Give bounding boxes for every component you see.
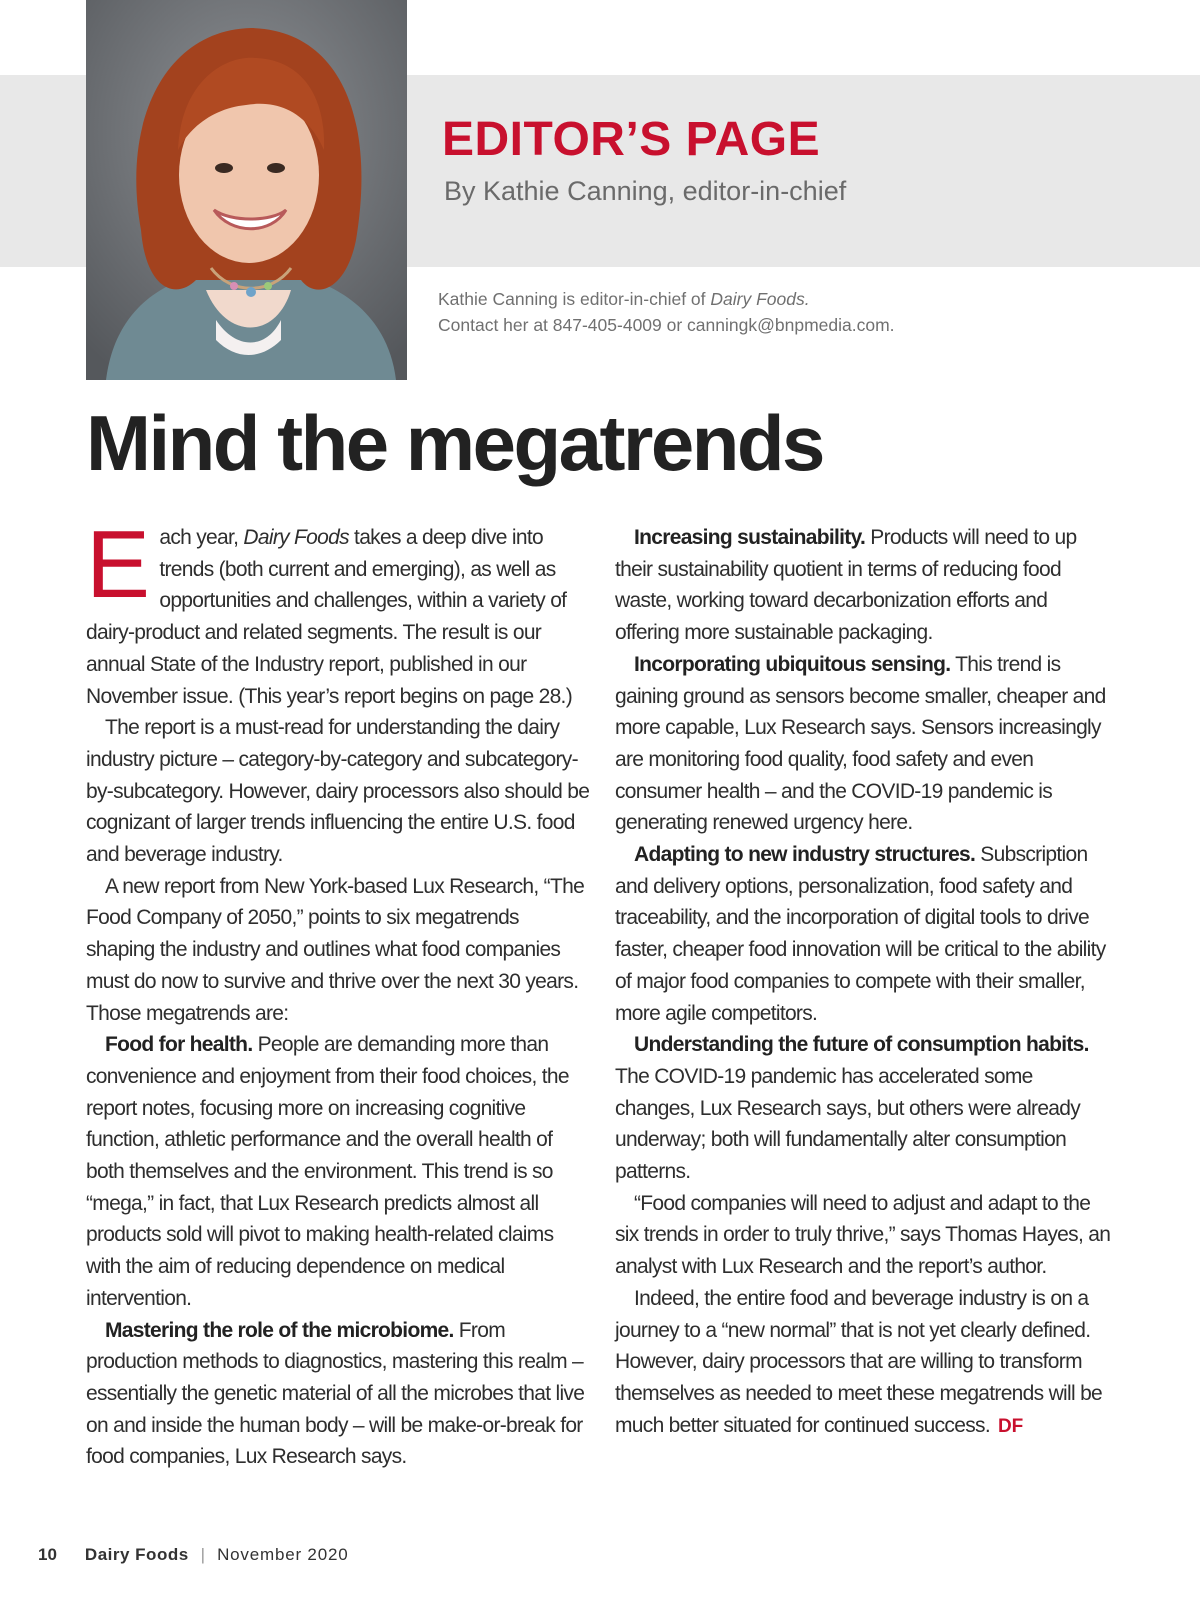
paragraph-text: takes a deep dive into trends (both current and emerging), as well as opportunities and challenges, within a variety of dairy-product and related segments. The result is our annual State of the Industry report, published in our November issue. (This year’s report begins on page 28.) <box>86 526 572 708</box>
paragraph-text: This trend is gaining ground as sensors become smaller, cheaper and more capable, Lux Research says. Sensors increasingly are monitoring food quality, food safety and even consumer health – and the COVID-19 pandemic is generating renewed urgency here. <box>615 652 1106 835</box>
paragraph: A new report from New York-based Lux Research, “The Food Company of 2050,” points to six megatrends shaping the industry and outlines what food companies must do now to survive and thrive over the next 30 years. Those megatrends are: <box>86 874 585 1025</box>
paragraph <box>615 649 1115 839</box>
editor-photo <box>86 0 407 380</box>
paragraph-text: From production methods to diagnostics, mastering this realm – essentially the genetic material of all the microbes that live on and inside the human body – will be make-or-break for food companies, Lux Research says. <box>86 1318 585 1469</box>
paragraph <box>86 511 591 712</box>
editor-note-line-1 <box>438 286 895 312</box>
article-headline: Mind the megatrends <box>86 399 823 487</box>
magazine-name-italic: Dairy Foods. <box>710 289 810 309</box>
paragraph: “Food companies will need to adjust and adapt to the six trends in order to truly thrive,” says Thomas Hayes, an analyst with Lux Research and the report’s author. <box>615 1191 1111 1279</box>
paragraph-text: People are demanding more than convenience and enjoyment from their food choices, the report notes, focusing more on increasing cognitive function, athletic performance and the overall health of both themselves and the environment. This trend is so “mega,” in fact, that Lux Research predicts almost all products sold will pivot to making health-related claims with the aim of reducing dependence on medical intervention. <box>86 1033 569 1310</box>
trend-heading: Increasing sustainability. <box>634 526 866 549</box>
editor-contact-note <box>438 286 895 338</box>
trend-heading: Food for health. <box>105 1033 253 1057</box>
paragraph <box>615 522 1115 649</box>
footer-separator: | <box>200 1545 206 1564</box>
paragraph <box>615 839 1115 1029</box>
issue-date: November 2020 <box>217 1545 349 1564</box>
paragraph <box>615 1283 1115 1443</box>
paragraph <box>86 1315 591 1474</box>
page-footer <box>38 1545 348 1565</box>
trend-heading: Understanding the future of consumption habits. <box>634 1033 1089 1057</box>
trend-heading: Mastering the role of the microbiome. <box>105 1318 454 1342</box>
paragraph <box>86 1029 591 1314</box>
magazine-name-italic: Dairy Foods <box>243 526 349 549</box>
paragraph <box>615 1029 1115 1188</box>
footer-magazine-name: Dairy Foods <box>84 1545 189 1564</box>
editor-note-line-2: Contact her at 847-405-4009 or canningk@bnpmedia.com. <box>438 315 895 335</box>
paragraph: The report is a must-read for understanding the dairy industry picture – category-by-category and subcategory-by-subcategory. However, dairy processors also should be cognizant of larger trends influencing the entire U.S. food and beverage industry. <box>86 716 590 867</box>
byline: By Kathie Canning, editor-in-chief <box>444 176 847 206</box>
paragraph-text: ach year, <box>159 526 244 549</box>
end-mark: DF <box>997 1415 1024 1437</box>
trend-heading: Incorporating ubiquitous sensing. <box>634 652 951 676</box>
article-column-left <box>86 511 591 1473</box>
paragraph-text: The COVID-19 pandemic has accelerated some changes, Lux Research says, but others were already underway; both will fundamentally alter consumption patterns. <box>615 1064 1081 1184</box>
trend-heading: Adapting to new industry structures. <box>634 843 976 867</box>
paragraph-text: Indeed, the entire food and beverage industry is on a journey to a “new normal” that is not yet clearly defined. However, dairy processors that are willing to transform themselves as needed to meet these megatrends will be much better situated for continued success. <box>615 1286 1103 1437</box>
article-column-right <box>615 522 1115 1442</box>
drop-cap: E <box>86 511 150 618</box>
page-number: 10 <box>38 1545 57 1564</box>
section-title: EDITOR’S PAGE <box>442 113 821 166</box>
paragraph-text: Products will need to up their sustainability quotient in terms of reducing food waste, working toward decarbonization efforts and offering more sustainable packaging. <box>615 526 1077 645</box>
paragraph-text: Subscription and delivery options, personalization, food safety and traceability, and the incorporation of digital tools to drive faster, cheaper food innovation will be critical to the ability of major food companies to compete with their smaller, more agile competitors. <box>615 843 1106 1025</box>
editor-note-text: Kathie Canning is editor-in-chief of <box>438 289 711 309</box>
